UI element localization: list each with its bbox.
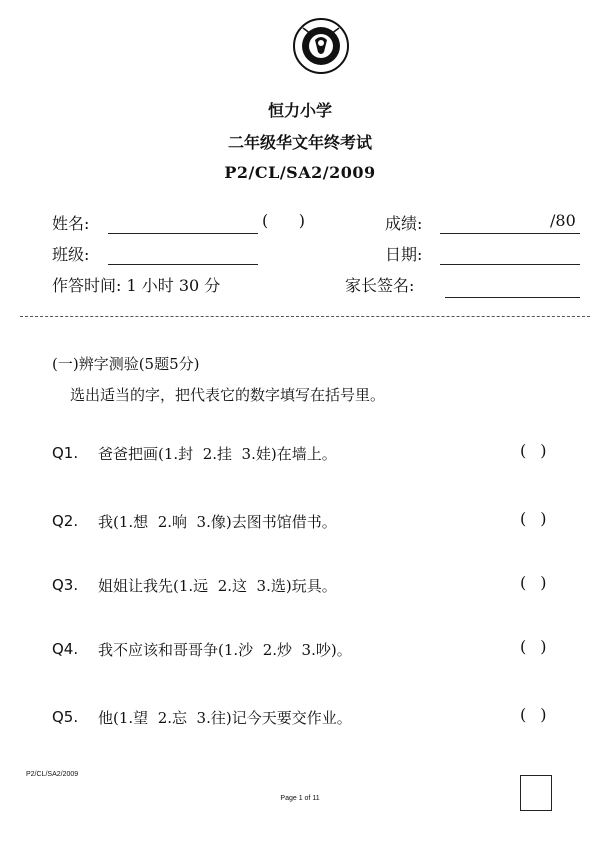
answer-paren[interactable]: (): [520, 441, 561, 460]
exam-code: P2/CL/SA2/2009: [224, 163, 376, 182]
date-label: 日期:: [385, 245, 423, 264]
class-line[interactable]: [108, 264, 258, 265]
question-label: Q3.: [52, 576, 79, 594]
score-label: 成绩:: [385, 214, 423, 233]
question-text: 我不应该和哥哥争(1.沙 2.炒 3.吵)。: [98, 641, 352, 659]
question-text: 姐姐让我先(1.远 2.这 3.选)玩具。: [98, 577, 337, 595]
answer-paren[interactable]: (): [520, 705, 561, 724]
name-line[interactable]: [108, 233, 258, 234]
school-name: 恒力小学: [267, 101, 332, 120]
school-crest-icon: [291, 16, 351, 76]
question-label: Q4.: [52, 640, 79, 658]
footer-code: P2/CL/SA2/2009: [26, 771, 79, 778]
question-text: 我(1.想 2.响 3.像)去图书馆借书。: [98, 513, 337, 531]
question-label: Q5.: [52, 708, 79, 726]
section-title: (一)辨字测验(5题5分): [52, 355, 200, 373]
question-text: 爸爸把画(1.封 2.挂 3.娃)在墙上。: [98, 445, 337, 463]
question-text: 他(1.望 2.忘 3.往)记今天要交作业。: [98, 709, 352, 727]
class-label: 班级:: [52, 245, 90, 264]
parent-sign-label: 家长签名:: [345, 276, 415, 295]
time-label: 作答时间: 1 小时 30 分: [52, 276, 221, 295]
answer-paren[interactable]: (): [520, 573, 561, 592]
score-total: /80: [550, 211, 576, 230]
score-box[interactable]: [520, 775, 552, 811]
section-instruction: 选出适当的字，把代表它的数字填写在括号里。: [70, 386, 386, 404]
date-line[interactable]: [440, 264, 580, 265]
answer-paren[interactable]: (): [520, 509, 561, 528]
name-paren: ( ): [262, 211, 305, 230]
question-label: Q1.: [52, 444, 79, 462]
question-label: Q2.: [52, 512, 79, 530]
parent-sign-line[interactable]: [445, 297, 580, 298]
exam-title: 二年级华文年终考试: [227, 133, 372, 152]
name-label: 姓名:: [52, 214, 90, 233]
header-divider: [20, 316, 590, 317]
page-number: Page 1 of 11: [280, 795, 320, 802]
score-line[interactable]: [440, 233, 580, 234]
answer-paren[interactable]: (): [520, 637, 561, 656]
